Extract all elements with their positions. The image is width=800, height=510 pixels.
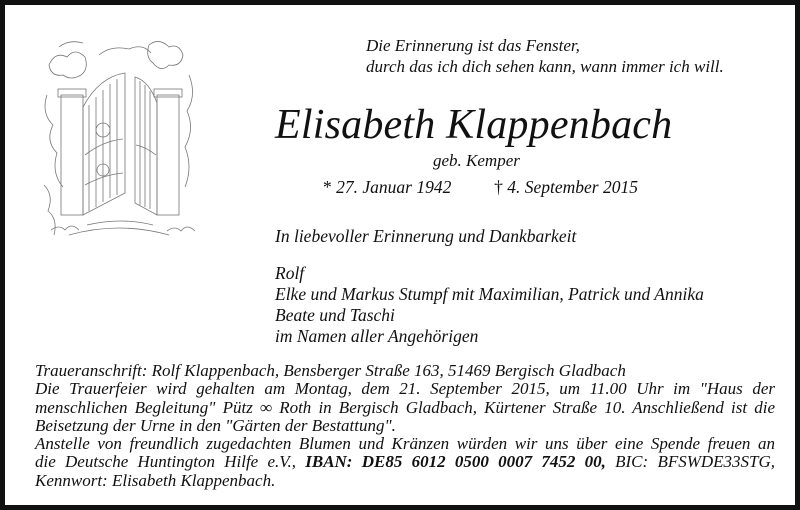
mourner-line: Beate und Taschi — [275, 305, 395, 325]
mourners-list — [275, 263, 704, 347]
mourner-line: im Namen aller Angehörigen — [275, 326, 479, 346]
quote-line-2: durch das ich dich sehen kann, wann immer ich will. — [366, 57, 724, 76]
memorial-quote — [366, 35, 724, 77]
birth-date: 27. Januar 1942 — [336, 177, 452, 197]
life-dates — [323, 177, 638, 198]
mourner-line: Rolf — [275, 263, 305, 283]
quote-line-1: Die Erinnerung ist das Fenster, — [366, 36, 580, 55]
service-information — [35, 362, 775, 490]
birth-star-icon: * — [323, 177, 332, 197]
donation-keyword: Kennwort: Elisabeth Klappenbach. — [35, 470, 276, 490]
funeral-line-1: Die Trauerfeier wird gehalten am Montag, dem 21. September 2015, um 11.00 Uhr im "Haus der — [35, 379, 775, 399]
donation-line-2 — [35, 453, 775, 471]
maiden-name: geb. Kemper — [433, 151, 520, 170]
dedication-line: In liebevoller Erinnerung und Dankbarkeit — [275, 226, 577, 246]
donation-recipient: die Deutsche Huntington Hilfe e.V., — [35, 452, 296, 472]
funeral-line-2: menschlichen Begleitung" Pütz ∞ Roth in Bergisch Gladbach, Kürtener Straße 10. Anschließend ist die — [35, 397, 775, 417]
mourner-line: Elke und Markus Stumpf mit Maximilian, Patrick und Annika — [275, 284, 704, 304]
death-date: 4. September 2015 — [507, 177, 638, 197]
garden-gate-illustration — [39, 35, 199, 245]
mourning-address: Traueranschrift: Rolf Klappenbach, Bensberger Straße 163, 51469 Bergisch Gladbach — [35, 361, 626, 380]
death-cross-icon: † — [494, 177, 503, 197]
donation-bic: BIC: BFSWDE33STG, — [615, 452, 776, 472]
donation-iban: IBAN: DE85 6012 0500 0007 7452 00, — [305, 452, 606, 472]
donation-line-1: Anstelle von freundlich zugedachten Blumen und Kränzen würden wir uns über eine Spende freuen an — [35, 434, 775, 454]
deceased-name: Elisabeth Klappenbach — [275, 102, 673, 148]
funeral-line-3: Beisetzung der Urne in den "Gärten der Bestattung". — [35, 415, 396, 435]
